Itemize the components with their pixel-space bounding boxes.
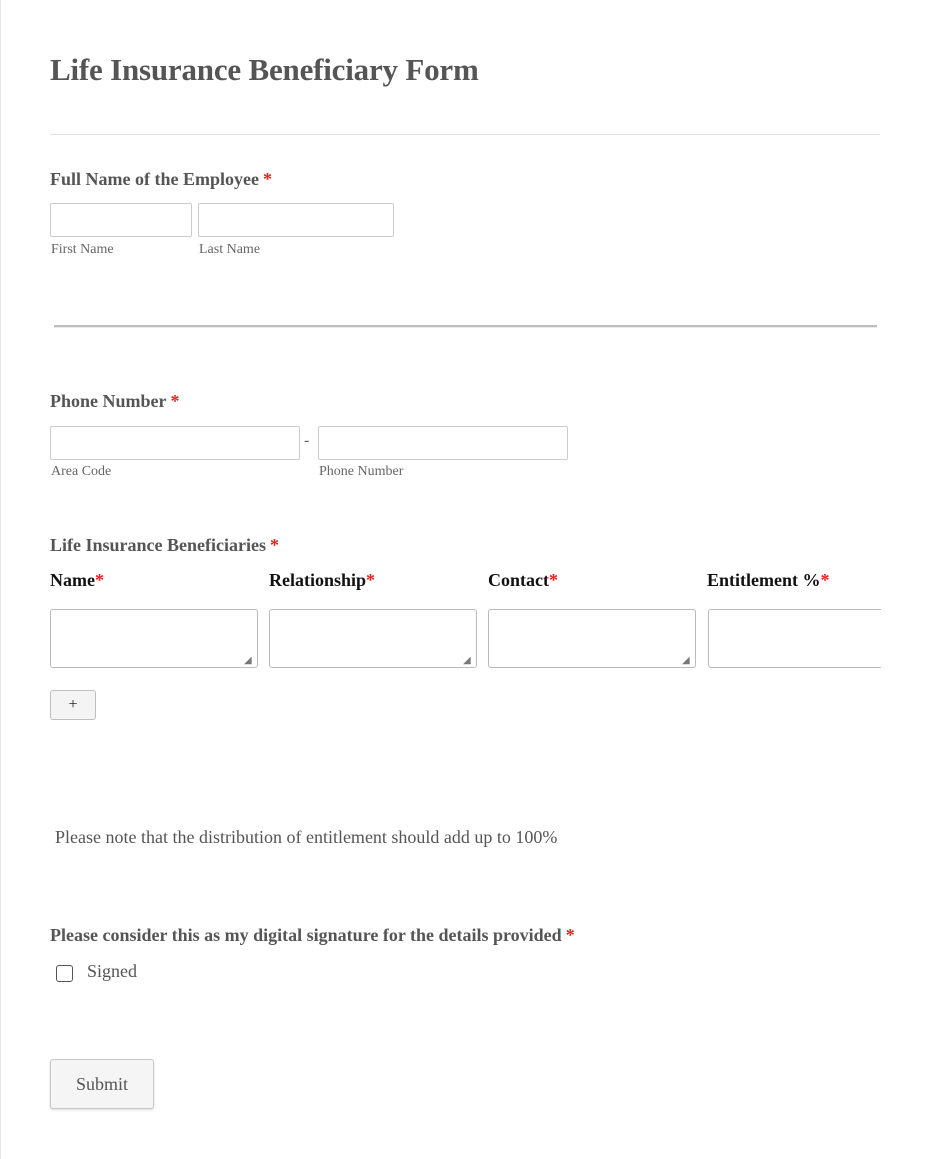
column-header-name xyxy=(50,570,104,591)
phone-number-label xyxy=(50,391,180,412)
required-asterisk: * xyxy=(269,535,279,555)
add-row-button[interactable]: + xyxy=(50,690,96,720)
last-name-input[interactable] xyxy=(198,203,394,237)
required-asterisk: * xyxy=(565,925,575,945)
required-asterisk: * xyxy=(549,570,558,590)
resize-grip-icon[interactable]: ◢ xyxy=(682,655,690,666)
signature-label xyxy=(50,925,575,946)
beneficiary-contact-textarea[interactable] xyxy=(488,609,696,668)
column-header-contact xyxy=(488,570,558,591)
column-header-entitlement-text: Entitlement % xyxy=(707,570,821,590)
signed-checkbox-label[interactable]: Signed xyxy=(87,961,138,981)
first-name-input[interactable] xyxy=(50,203,192,237)
phone-number-label-text: Phone Number xyxy=(50,391,167,411)
phone-number-sublabel: Phone Number xyxy=(319,464,404,479)
form-title: Life Insurance Beneficiary Form xyxy=(50,52,479,87)
area-code-sublabel: Area Code xyxy=(51,464,112,479)
beneficiary-name-textarea[interactable] xyxy=(50,609,258,668)
column-header-relationship-text: Relationship xyxy=(269,570,367,590)
required-asterisk: * xyxy=(170,391,180,411)
resize-grip-icon[interactable]: ◢ xyxy=(463,655,471,666)
required-asterisk: * xyxy=(94,570,104,590)
beneficiaries-label xyxy=(50,535,279,556)
phone-number-input[interactable] xyxy=(318,426,568,460)
resize-grip-icon[interactable]: ◢ xyxy=(244,655,252,666)
column-header-contact-text: Contact xyxy=(488,570,549,590)
beneficiary-relationship-textarea[interactable] xyxy=(269,609,477,668)
required-asterisk: * xyxy=(262,169,272,189)
title-divider xyxy=(50,134,880,135)
area-code-input[interactable] xyxy=(50,426,300,460)
section-divider xyxy=(54,325,877,328)
first-name-sublabel: First Name xyxy=(51,242,114,257)
required-asterisk: * xyxy=(820,570,830,590)
column-header-entitlement xyxy=(707,570,829,591)
last-name-sublabel: Last Name xyxy=(199,242,261,257)
submit-button[interactable]: Submit xyxy=(50,1059,154,1109)
beneficiaries-label-text: Life Insurance Beneficiaries xyxy=(50,535,266,555)
phone-separator: - xyxy=(304,432,310,449)
full-name-label-text: Full Name of the Employee xyxy=(50,169,259,189)
page-left-edge xyxy=(0,0,1,1159)
column-header-name-text: Name xyxy=(50,570,95,590)
entitlement-cell-clip xyxy=(708,609,881,668)
full-name-label xyxy=(50,169,272,190)
entitlement-note: Please note that the distribution of entitlement should add up to 100% xyxy=(55,827,558,847)
signature-label-text: Please consider this as my digital signature for the details provided xyxy=(50,925,562,945)
beneficiary-entitlement-textarea[interactable] xyxy=(708,609,881,668)
signed-checkbox[interactable] xyxy=(56,965,73,982)
required-asterisk: * xyxy=(366,570,376,590)
column-header-relationship xyxy=(269,570,375,591)
